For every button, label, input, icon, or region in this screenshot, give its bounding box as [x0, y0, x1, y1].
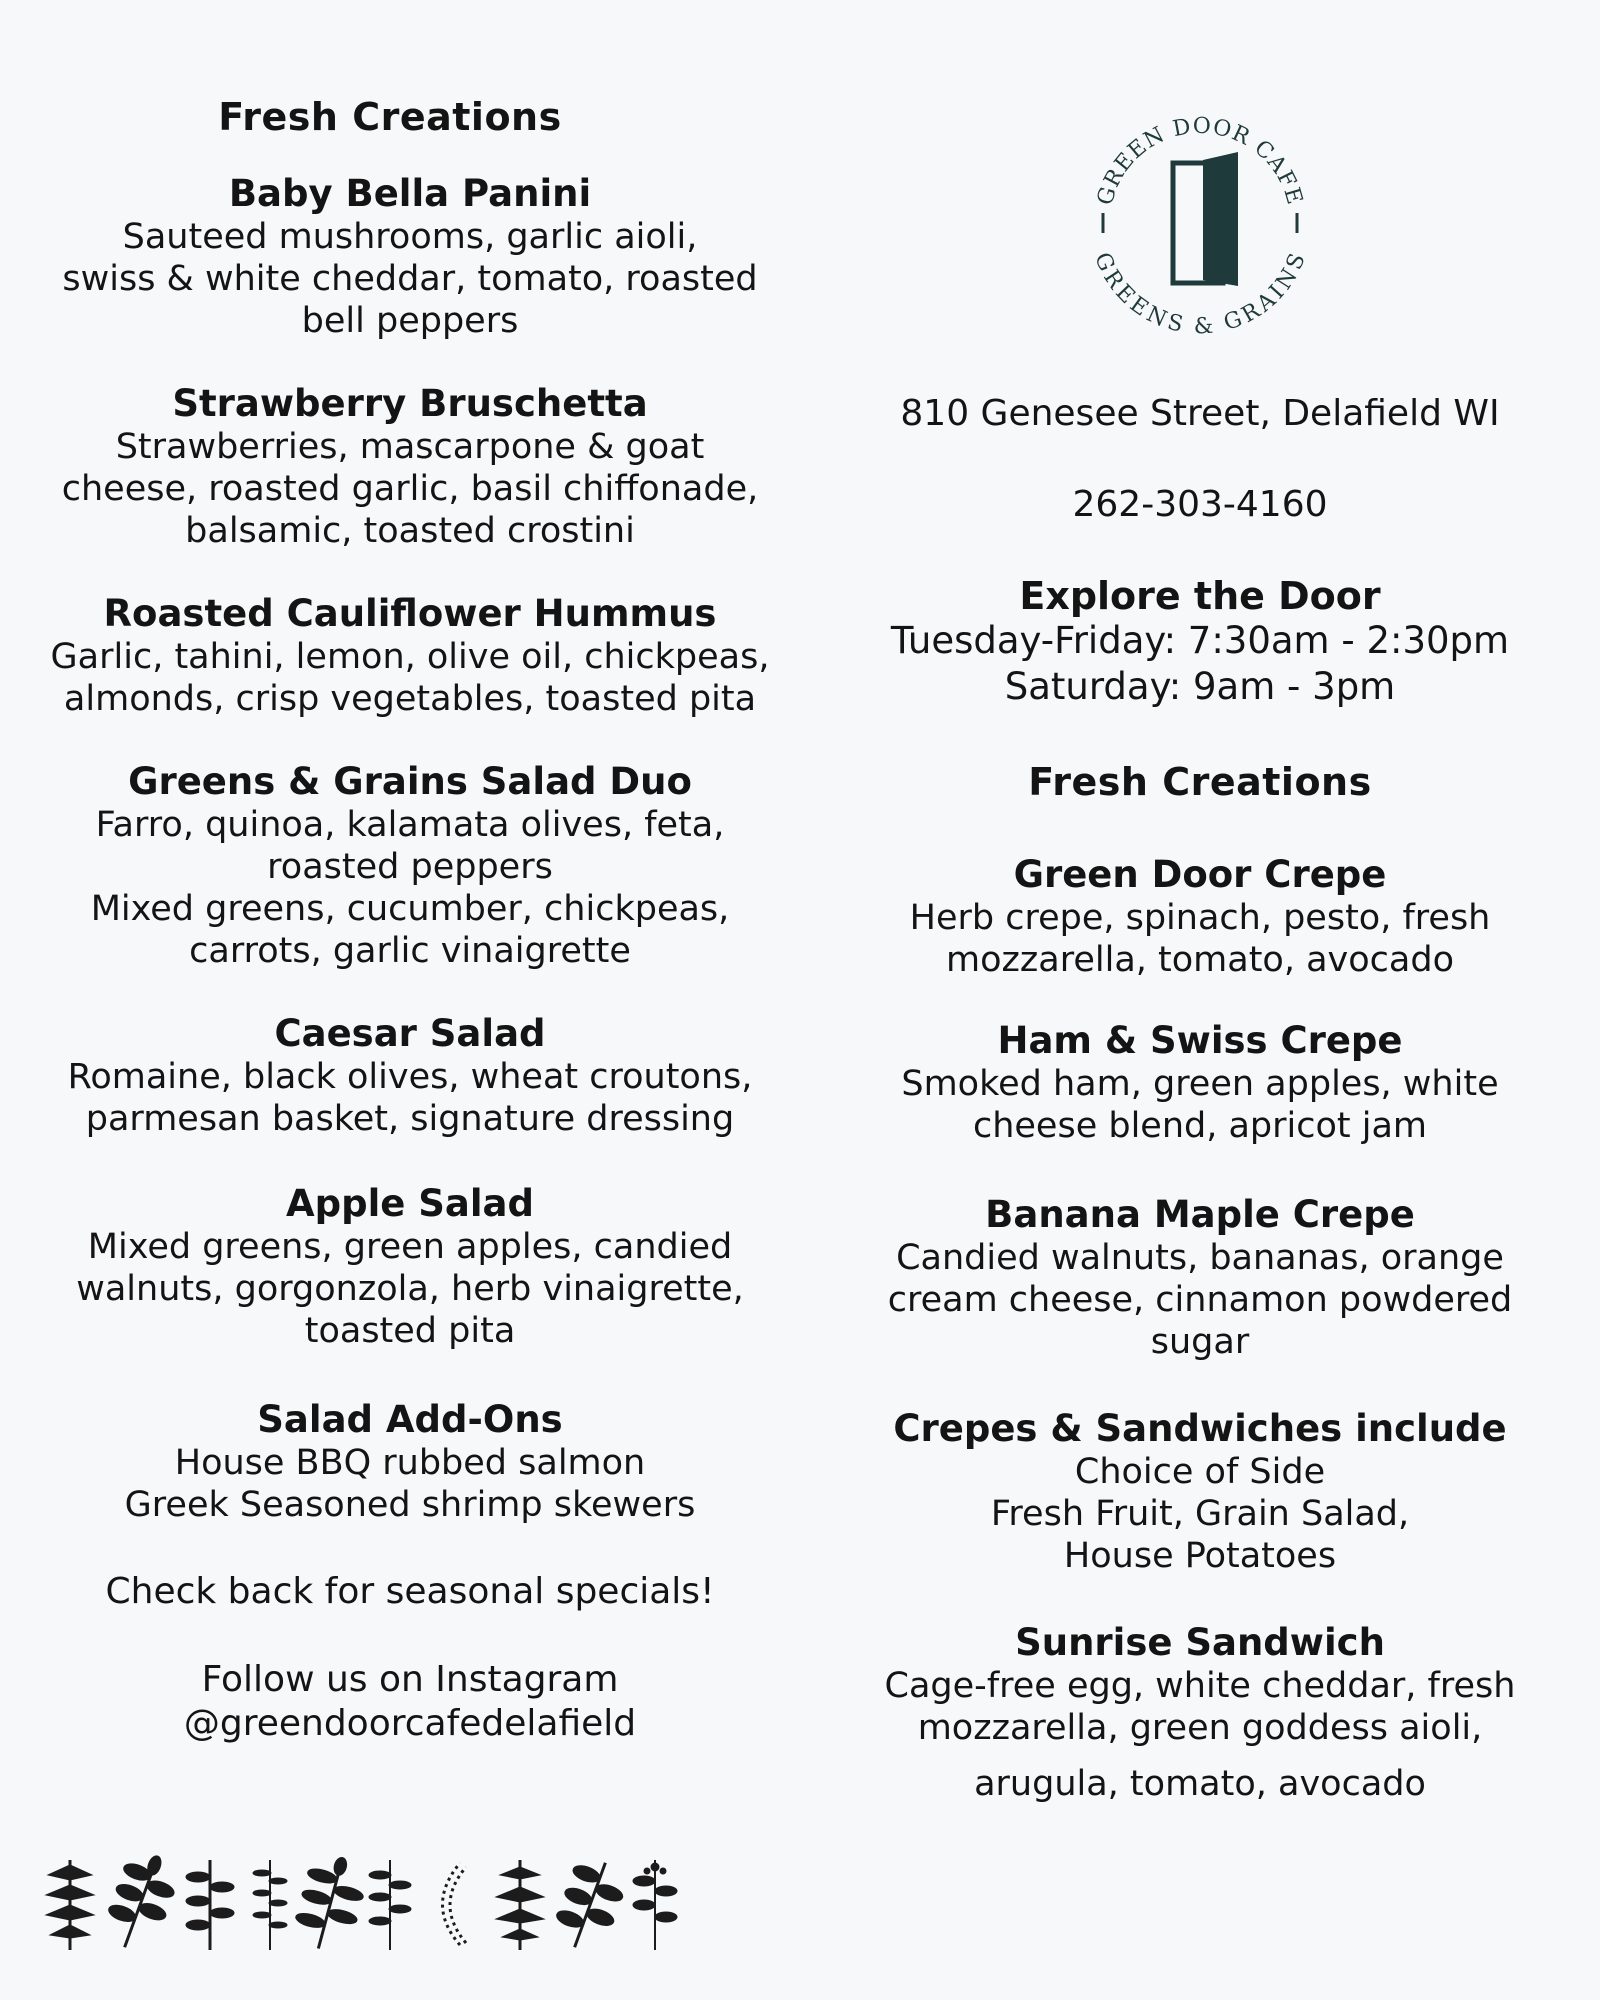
item-desc-line: almonds, crisp vegetables, toasted pita [63, 679, 757, 719]
logo-top-text: GREEN DOOR CAFE [1092, 113, 1308, 209]
item-desc-line: cheese, roasted garlic, basil chiffonade, [61, 469, 759, 509]
leaf-sprigs-icon [40, 1855, 700, 1955]
decorative-leaves [40, 1855, 700, 1955]
item-title: Green Door Crepe [1013, 853, 1387, 896]
item-desc-line: House Potatoes [1063, 1536, 1337, 1576]
item-desc-line: balsamic, toasted crostini [185, 511, 635, 551]
item-desc-line: Mixed greens, cucumber, chickpeas, [90, 889, 730, 929]
item-desc-line: House BBQ rubbed salmon [174, 1443, 646, 1483]
menu-item-green-door-crepe [880, 853, 1520, 981]
item-desc-line: walnuts, gorgonzola, herb vinaigrette, [76, 1269, 744, 1309]
right-section-heading: Fresh Creations [1028, 760, 1372, 804]
item-title: Ham & Swiss Crepe [997, 1019, 1403, 1062]
item-desc-line: Garlic, tahini, lemon, olive oil, chickpeas, [50, 637, 770, 677]
menu-item-sunrise-sandwich [880, 1621, 1520, 1805]
item-title: Crepes & Sandwiches include [893, 1407, 1507, 1450]
item-desc-line: toasted pita [304, 1311, 516, 1351]
hours-block [880, 574, 1520, 710]
hours-title: Explore the Door [1019, 574, 1381, 618]
item-desc-line: sugar [1150, 1322, 1250, 1362]
item-desc-line: carrots, garlic vinaigrette [189, 931, 631, 971]
phone-number: 262-303-4160 [1072, 484, 1328, 525]
left-menu-column [30, 95, 790, 1746]
item-title: Roasted Cauliflower Hummus [103, 592, 717, 635]
logo-bottom-text: GREENS & GRAINS [1089, 249, 1311, 338]
item-desc-line: Strawberries, mascarpone & goat [115, 427, 705, 467]
item-title: Banana Maple Crepe [985, 1193, 1415, 1236]
item-desc-line: Smoked ham, green apples, white [901, 1064, 1499, 1104]
menu-item-caesar-salad [30, 1012, 790, 1140]
seasonal-specials-note: Check back for seasonal specials! [105, 1571, 715, 1612]
item-desc-line: Candied walnuts, bananas, orange [896, 1238, 1504, 1278]
item-title: Strawberry Bruschetta [172, 382, 648, 425]
item-desc-line: Fresh Fruit, Grain Salad, [990, 1494, 1410, 1534]
instagram-label: Follow us on Instagram [201, 1659, 619, 1700]
item-desc-line: arugula, tomato, avocado [974, 1764, 1426, 1804]
item-desc-line: bell peppers [301, 301, 519, 341]
item-desc-line: Greek Seasoned shrimp skewers [124, 1485, 696, 1525]
item-desc-line: Choice of Side [1074, 1452, 1326, 1492]
hours-weekday: Tuesday-Friday: 7:30am - 2:30pm [890, 619, 1510, 662]
item-title: Baby Bella Panini [228, 172, 592, 215]
item-desc-line: roasted peppers [267, 847, 553, 887]
instagram-handle: @greendoorcafedelafield [183, 1703, 637, 1744]
item-desc-line: Farro, quinoa, kalamata olives, feta, [95, 805, 725, 845]
item-desc-line: Mixed greens, green apples, candied [87, 1227, 733, 1267]
item-desc-line: Romaine, black olives, wheat croutons, [67, 1057, 753, 1097]
item-desc-line: Sauteed mushrooms, garlic aioli, [122, 217, 698, 257]
menu-item-baby-bella-panini [30, 172, 790, 342]
logo-emblem [1085, 108, 1315, 338]
item-desc-line: swiss & white cheddar, tomato, roasted [62, 259, 758, 299]
menu-item-banana-maple-crepe [880, 1193, 1520, 1363]
item-title: Salad Add-Ons [257, 1398, 563, 1441]
hours-saturday: Saturday: 9am - 3pm [1004, 665, 1396, 708]
item-title: Apple Salad [285, 1182, 534, 1225]
item-desc-line: cream cheese, cinnamon powdered [887, 1280, 1513, 1320]
address: 810 Genesee Street, Delafield WI [900, 393, 1500, 434]
item-desc-line: Herb crepe, spinach, pesto, fresh [909, 898, 1491, 938]
menu-item-salad-duo [30, 760, 790, 972]
item-title: Caesar Salad [274, 1012, 546, 1055]
left-section-heading: Fresh Creations [218, 95, 562, 139]
item-desc-line: parmesan basket, signature dressing [85, 1099, 735, 1139]
item-desc-line: mozzarella, tomato, avocado [946, 940, 1454, 980]
item-title: Greens & Grains Salad Duo [128, 760, 692, 803]
right-menu-items [880, 853, 1520, 1805]
item-desc-line: cheese blend, apricot jam [972, 1106, 1428, 1146]
menu-item-strawberry-bruschetta [30, 382, 790, 552]
item-desc-line: Cage-free egg, white cheddar, fresh [884, 1666, 1516, 1706]
green-door-cafe-logo [1085, 108, 1315, 338]
menu-item-ham-swiss-crepe [880, 1019, 1520, 1147]
menu-item-apple-salad [30, 1182, 790, 1352]
menu-item-salad-add-ons [30, 1398, 790, 1526]
svg-text:GREENS & GRAINS [1089, 249, 1311, 338]
item-desc-line: mozzarella, green goddess aioli, [917, 1708, 1483, 1748]
item-title: Sunrise Sandwich [1015, 1621, 1385, 1664]
menu-item-sides-included [880, 1407, 1520, 1577]
menu-item-cauliflower-hummus [30, 592, 790, 720]
